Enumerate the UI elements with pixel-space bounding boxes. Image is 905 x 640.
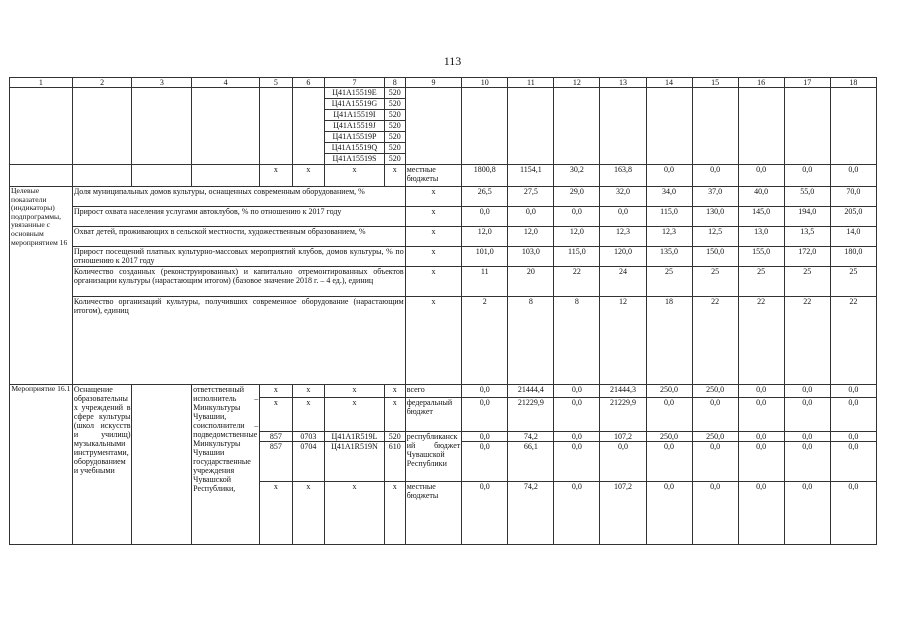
indicator-value: 0,0 <box>508 207 554 227</box>
amount-sub-value: 0,0 <box>802 432 813 441</box>
code-cell: x <box>325 482 385 545</box>
indicator-value: 120,0 <box>600 247 646 267</box>
amount-sub-value: 0,0 <box>756 432 767 441</box>
code-sub-value: 520 <box>388 432 401 441</box>
indicator-value: 26,5 <box>462 187 508 207</box>
code-sub-value: 857 <box>269 432 282 441</box>
indicator-value: 13,0 <box>738 227 784 247</box>
amount-cell <box>784 432 830 482</box>
code-cell: x <box>292 165 324 187</box>
indicator-value: 11 <box>462 267 508 297</box>
code-cell: x <box>260 482 292 545</box>
indicator-row <box>10 297 877 385</box>
amount-sub-value: 66,1 <box>508 441 553 451</box>
amount-cell <box>508 432 554 482</box>
expense-type: 520 <box>384 121 405 132</box>
amount-cell: 0,0 <box>830 482 876 545</box>
amount-cell: 0,0 <box>830 385 876 398</box>
column-number: 9 <box>405 78 462 88</box>
amount-cell: 0,0 <box>646 165 692 187</box>
indicator-value: 12,3 <box>600 227 646 247</box>
indicator-x: x <box>405 247 462 267</box>
amount-cell: 21444,3 <box>600 385 646 398</box>
column-number: 11 <box>508 78 554 88</box>
code-cell: x <box>384 165 405 187</box>
amount-cell <box>692 432 738 482</box>
code-cell: x <box>384 385 405 398</box>
funding-source: местные бюджеты <box>405 482 462 545</box>
target-code: Ц41А15519Р <box>325 132 385 143</box>
amount-cell: 0,0 <box>784 398 830 432</box>
program-table <box>9 77 877 545</box>
code-cell: x <box>325 398 385 432</box>
indicator-value: 34,0 <box>646 187 692 207</box>
empty-cell <box>10 88 73 165</box>
empty-cell <box>600 88 646 165</box>
amount-sub-value: 0,0 <box>571 432 582 441</box>
amount-cell: 0,0 <box>462 398 508 432</box>
amount-sub-value: 0,0 <box>600 441 645 451</box>
amount-cell: 74,2 <box>508 482 554 545</box>
indicator-value: 70,0 <box>830 187 876 207</box>
empty-cell <box>405 88 462 165</box>
indicator-text: Количество созданных (реконструированных) и капитально отремонтированных объектов организации культуры (нарастающим итогом) (базовое значение 2018 г. – 4 ед.), единиц <box>72 267 405 297</box>
code-sub-value: Ц41А1R519L <box>331 432 378 441</box>
indicator-text: Доля муниципальных домов культуры, оснащенных современным оборудованием, % <box>72 187 405 207</box>
amount-cell <box>600 432 646 482</box>
empty-cell <box>738 88 784 165</box>
amount-sub-value: 0,0 <box>554 441 599 451</box>
code-sub-value: 610 <box>385 441 405 451</box>
amount-cell: 0,0 <box>554 385 600 398</box>
amount-sub-value: 250,0 <box>660 432 679 441</box>
target-code: Ц41А15519J <box>325 121 385 132</box>
indicator-value: 13,5 <box>784 227 830 247</box>
amount-sub-value: 0,0 <box>479 432 490 441</box>
expense-type: 520 <box>384 99 405 110</box>
code-cell: x <box>260 398 292 432</box>
local-budget-row <box>10 165 877 187</box>
amount-sub-value: 0,0 <box>647 441 692 451</box>
code-cell: x <box>384 482 405 545</box>
indicator-value: 115,0 <box>646 207 692 227</box>
code-sub-value: 0704 <box>293 441 324 451</box>
amount-cell: 0,0 <box>692 482 738 545</box>
amount-cell: 21444,4 <box>508 385 554 398</box>
column-numbers-row <box>10 78 877 88</box>
indicator-value: 25 <box>830 267 876 297</box>
measure-label: Мероприятие 16.1 <box>10 385 73 545</box>
indicator-value: 205,0 <box>830 207 876 227</box>
empty-cell <box>260 88 292 165</box>
amount-sub-value: 0,0 <box>848 432 859 441</box>
code-sub-value: 857 <box>260 441 291 451</box>
amount-cell: 0,0 <box>830 398 876 432</box>
amount-sub-value: 0,0 <box>739 441 784 451</box>
amount-cell <box>830 432 876 482</box>
amount-cell <box>554 432 600 482</box>
amount-cell: 107,2 <box>600 482 646 545</box>
indicator-value: 12 <box>600 297 646 385</box>
amount-sub-value: 0,0 <box>462 441 507 451</box>
indicator-value: 55,0 <box>784 187 830 207</box>
code-row <box>10 88 877 99</box>
empty-cell <box>692 88 738 165</box>
amount-cell <box>738 432 784 482</box>
indicator-value: 25 <box>784 267 830 297</box>
indicator-text: Прирост охвата населения услугами автоклубов, % по отношению к 2017 году <box>72 207 405 227</box>
amount-cell: 0,0 <box>692 398 738 432</box>
amount-sub-value: 250,0 <box>706 432 725 441</box>
column-number: 4 <box>192 78 260 88</box>
indicator-value: 25 <box>738 267 784 297</box>
measure-executor: ответственный исполнитель – Минкультуры Чувашии, соисполнители – подведомственные Минкультуры Чувашии государственные учреждения Чувашской Республики, <box>192 385 260 545</box>
target-code: Ц41А15519Q <box>325 143 385 154</box>
code-cell: x <box>325 385 385 398</box>
amount-cell: 0,0 <box>738 385 784 398</box>
indicator-x: x <box>405 187 462 207</box>
amount-cell: 21229,9 <box>600 398 646 432</box>
amount-cell: 0,0 <box>738 165 784 187</box>
indicator-value: 22 <box>830 297 876 385</box>
amount-cell: 163,8 <box>600 165 646 187</box>
indicator-value: 27,5 <box>508 187 554 207</box>
empty-cell <box>830 88 876 165</box>
indicator-value: 150,0 <box>692 247 738 267</box>
amount-cell <box>462 432 508 482</box>
empty-cell <box>192 165 260 187</box>
indicator-value: 12,3 <box>646 227 692 247</box>
indicator-value: 103,0 <box>508 247 554 267</box>
indicator-row <box>10 267 877 297</box>
column-number: 17 <box>784 78 830 88</box>
amount-cell: 0,0 <box>830 165 876 187</box>
expense-type: 520 <box>384 110 405 121</box>
empty-cell <box>292 88 324 165</box>
amount-cell: 0,0 <box>738 482 784 545</box>
code-cell: x <box>292 482 324 545</box>
code-cell: x <box>292 398 324 432</box>
amount-cell: 0,0 <box>738 398 784 432</box>
indicator-value: 12,5 <box>692 227 738 247</box>
indicator-value: 2 <box>462 297 508 385</box>
indicator-x: x <box>405 297 462 385</box>
amount-sub-value: 0,0 <box>785 441 830 451</box>
empty-cell <box>646 88 692 165</box>
column-number: 12 <box>554 78 600 88</box>
indicator-text: Прирост посещений платных культурно-массовых мероприятий клубов, домов культуры, % по отношению к 2017 году <box>73 247 404 265</box>
target-code: Ц41А15519I <box>325 110 385 121</box>
column-number: 7 <box>325 78 385 88</box>
funding-source: федеральный бюджет <box>405 398 462 432</box>
amount-cell <box>646 432 692 482</box>
indicator-row <box>10 227 877 247</box>
amount-sub-value: 0,0 <box>693 441 738 451</box>
amount-cell: 0,0 <box>784 165 830 187</box>
indicator-row <box>10 187 877 207</box>
indicator-x: x <box>405 207 462 227</box>
indicator-value: 22 <box>738 297 784 385</box>
empty-cell <box>72 88 132 165</box>
indicator-value: 40,0 <box>738 187 784 207</box>
indicator-value: 25 <box>646 267 692 297</box>
amount-cell: 0,0 <box>646 482 692 545</box>
indicator-value: 135,0 <box>646 247 692 267</box>
code-cell: x <box>260 165 292 187</box>
amount-cell: 0,0 <box>692 165 738 187</box>
target-code: Ц41А15519S <box>325 154 385 165</box>
empty-cell <box>132 385 192 545</box>
amount-sub-value: 0,0 <box>831 441 876 451</box>
code-cell <box>292 432 324 482</box>
indicator-value: 18 <box>646 297 692 385</box>
amount-cell: 250,0 <box>646 385 692 398</box>
indicator-value: 8 <box>508 297 554 385</box>
amount-cell: 21229,9 <box>508 398 554 432</box>
indicators-label: Целевые показатели (индикаторы) подпрограммы, увязанные с основным мероприятием 16 <box>10 187 73 385</box>
indicator-value: 20 <box>508 267 554 297</box>
indicator-value: 0,0 <box>462 207 508 227</box>
empty-cell <box>132 165 192 187</box>
indicator-value: 0,0 <box>554 207 600 227</box>
indicator-value: 25 <box>692 267 738 297</box>
indicator-value: 22 <box>692 297 738 385</box>
indicator-row <box>10 247 877 267</box>
amount-cell: 30,2 <box>554 165 600 187</box>
indicator-value: 130,0 <box>692 207 738 227</box>
column-number: 8 <box>384 78 405 88</box>
indicator-value: 12,0 <box>462 227 508 247</box>
code-cell: x <box>325 165 385 187</box>
column-number: 18 <box>830 78 876 88</box>
expense-type: 520 <box>384 88 405 99</box>
amount-cell: 0,0 <box>784 385 830 398</box>
indicator-value: 12,0 <box>554 227 600 247</box>
empty-cell <box>72 165 132 187</box>
indicator-x: x <box>405 267 462 297</box>
indicator-text: Охват детей, проживающих в сельской местности, художественным образованием, % <box>72 227 405 247</box>
indicator-x: x <box>405 227 462 247</box>
column-number: 6 <box>292 78 324 88</box>
empty-cell <box>132 88 192 165</box>
column-number: 15 <box>692 78 738 88</box>
column-number: 3 <box>132 78 192 88</box>
indicator-value: 180,0 <box>830 247 876 267</box>
code-cell: x <box>292 385 324 398</box>
empty-cell <box>508 88 554 165</box>
amount-cell: 0,0 <box>462 385 508 398</box>
expense-type: 520 <box>384 143 405 154</box>
target-code: Ц41А15519G <box>325 99 385 110</box>
expense-type: 520 <box>384 154 405 165</box>
empty-cell <box>192 88 260 165</box>
indicator-value: 155,0 <box>738 247 784 267</box>
page-number: 113 <box>443 54 462 68</box>
empty-cell <box>462 88 508 165</box>
indicator-value: 145,0 <box>738 207 784 227</box>
amount-cell: 250,0 <box>692 385 738 398</box>
empty-cell <box>784 88 830 165</box>
target-code: Ц41А15519Е <box>325 88 385 99</box>
code-cell: x <box>384 398 405 432</box>
code-cell <box>325 432 385 482</box>
indicator-value: 14,0 <box>830 227 876 247</box>
amount-cell: 1154,1 <box>508 165 554 187</box>
amount-cell: 0,0 <box>554 398 600 432</box>
code-cell <box>384 432 405 482</box>
indicator-value: 22 <box>554 267 600 297</box>
code-sub-value: Ц41А1R519N <box>325 441 384 451</box>
column-number: 2 <box>72 78 132 88</box>
indicator-value: 22 <box>784 297 830 385</box>
funding-source: республиканский бюджет Чувашской Республики <box>405 432 462 482</box>
measure-row <box>10 385 877 398</box>
amount-cell: 0,0 <box>784 482 830 545</box>
funding-source: местные бюджеты <box>405 165 462 187</box>
column-number: 1 <box>10 78 73 88</box>
empty-cell <box>10 165 73 187</box>
indicator-value: 12,0 <box>508 227 554 247</box>
amount-cell: 0,0 <box>554 482 600 545</box>
code-cell <box>260 432 292 482</box>
expense-type: 520 <box>384 132 405 143</box>
indicator-row <box>10 207 877 227</box>
amount-cell: 0,0 <box>462 482 508 545</box>
indicator-value: 115,0 <box>554 247 600 267</box>
amount-cell: 0,0 <box>646 398 692 432</box>
code-sub-value: 0703 <box>300 432 317 441</box>
indicator-value: 29,0 <box>554 187 600 207</box>
column-number: 16 <box>738 78 784 88</box>
column-number: 10 <box>462 78 508 88</box>
measure-name: Оснащение образовательных учреждений в сфере культуры (школ искусств и училищ) музыкальными инструментами, оборудованием и учебными <box>72 385 132 545</box>
amount-sub-value: 107,2 <box>613 432 632 441</box>
column-number: 13 <box>600 78 646 88</box>
indicator-value: 172,0 <box>784 247 830 267</box>
indicator-value: 24 <box>600 267 646 297</box>
indicator-value: 8 <box>554 297 600 385</box>
indicator-value: 101,0 <box>462 247 508 267</box>
code-cell: x <box>260 385 292 398</box>
funding-source: всего <box>405 385 462 398</box>
indicator-value: 32,0 <box>600 187 646 207</box>
empty-cell <box>554 88 600 165</box>
column-number: 14 <box>646 78 692 88</box>
column-number: 5 <box>260 78 292 88</box>
indicator-value: 0,0 <box>600 207 646 227</box>
amount-sub-value: 74,2 <box>523 432 538 441</box>
indicator-value: 37,0 <box>692 187 738 207</box>
amount-cell: 1800,8 <box>462 165 508 187</box>
indicator-text: Количество организаций культуры, получивших современное оборудование (нарастающим итогом), единиц <box>72 297 405 385</box>
indicator-value: 194,0 <box>784 207 830 227</box>
